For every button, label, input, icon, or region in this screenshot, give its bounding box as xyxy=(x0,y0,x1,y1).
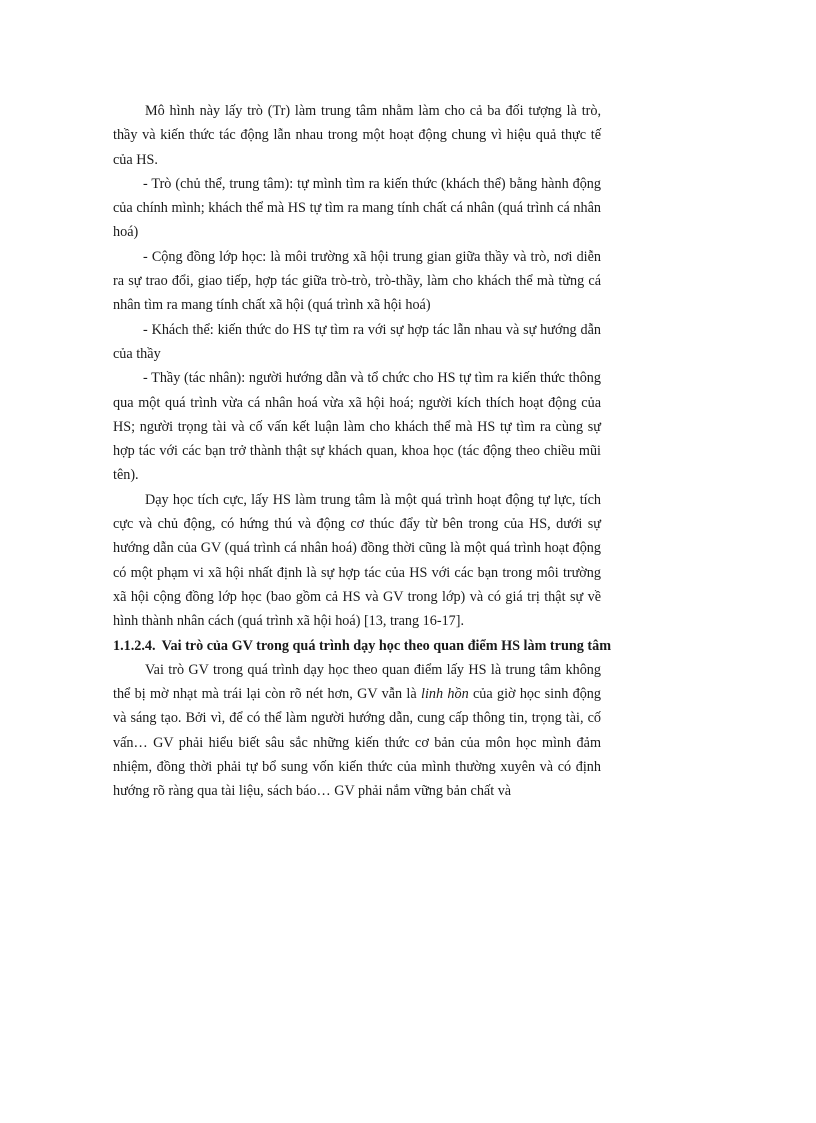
section-number: 1.1.2.4. xyxy=(113,637,156,654)
section-heading xyxy=(113,634,612,658)
paragraph-teacher-importance xyxy=(113,658,601,804)
paragraph-model-description: Mô hình này lấy trò (Tr) làm trung tâm nhằm làm cho cả ba đối tượng là trò, thầy và kiến thức tác động lẫn nhau trong một hoạt động chung vì hiệu quả thực tế của HS. xyxy=(113,103,601,168)
text-run: của giờ học sinh động và sáng tạo. Bởi vì, để có thể làm người hướng dẫn, cung cấp thông tin, trọng tài, cố vấn… GV phải hiểu biết sâu sắc những kiến thức cơ bản của môn học mình đảm nhiệm, đồng thời phải tự bổ sung vốn kiến thức của mình thường xuyên và có định hướng rõ ràng qua tài liệu, sách báo… GV phải nắm vững bản chất và xyxy=(113,686,601,800)
paragraph-class-community: - Cộng đồng lớp học: là môi trường xã hội trung gian giữa thầy và trò, nơi diễn ra sự trao đổi, giao tiếp, hợp tác giữa trò-trò, trò-thầy, làm cho khách thể mà từng cá nhân tìm ra mang tính chất xã hội (quá trình xã hội hoá) xyxy=(113,248,601,314)
paragraph-student-role: - Trò (chủ thể, trung tâm): tự mình tìm ra kiến thức (khách thể) bằng hành động của chính mình; khách thể mà HS tự tìm ra mang tính chất cá nhân (quá trình cá nhân hoá) xyxy=(113,175,601,241)
paragraph-object: - Khách thể: kiến thức do HS tự tìm ra với sự hợp tác lẫn nhau và sự hướng dẫn của thầy xyxy=(113,321,601,362)
text-run: Vai trò GV trong quá trình dạy học theo quan điểm lấy HS là trung tâm không thể bị mờ nhạt mà trái lại còn rõ nét hơn, GV vẫn là xyxy=(113,661,601,703)
paragraph-teacher-role: - Thầy (tác nhân): người hướng dẫn và tổ chức cho HS tự tìm ra kiến thức thông qua một quá trình vừa cá nhân hoá vừa xã hội hoá; người kích thích hoạt động của HS; người trọng tài và cố vấn kết luận làm cho khách thể mà HS tự tìm ra cùng sự hợp tác với các bạn trở thành thật sự khách quan, khoa học (tác động theo chiều mũi tên). xyxy=(113,370,601,484)
document-page xyxy=(113,99,612,804)
paragraph-active-teaching: Dạy học tích cực, lấy HS làm trung tâm là một quá trình hoạt động tự lực, tích cực và chủ động, có hứng thú và động cơ thúc đẩy từ bên trong của HS, dưới sự hướng dẫn của GV (quá trình cá nhân hoá) đồng thời cũng là một quá trình hoạt động có một phạm vi xã hội nhất định là sự hợp tác của HS với các bạn trong môi trường xã hội cộng đồng lớp học (bao gồm cả HS và GV trong lớp) và có giá trị thật sự về hình thành nhân cách (quá trình xã hội hoá) [13, trang 16-17]. xyxy=(113,491,601,630)
italic-term: linh hồn xyxy=(421,686,469,703)
section-title: Vai trò của GV trong quá trình dạy học theo quan điểm HS làm trung tâm xyxy=(161,637,612,654)
